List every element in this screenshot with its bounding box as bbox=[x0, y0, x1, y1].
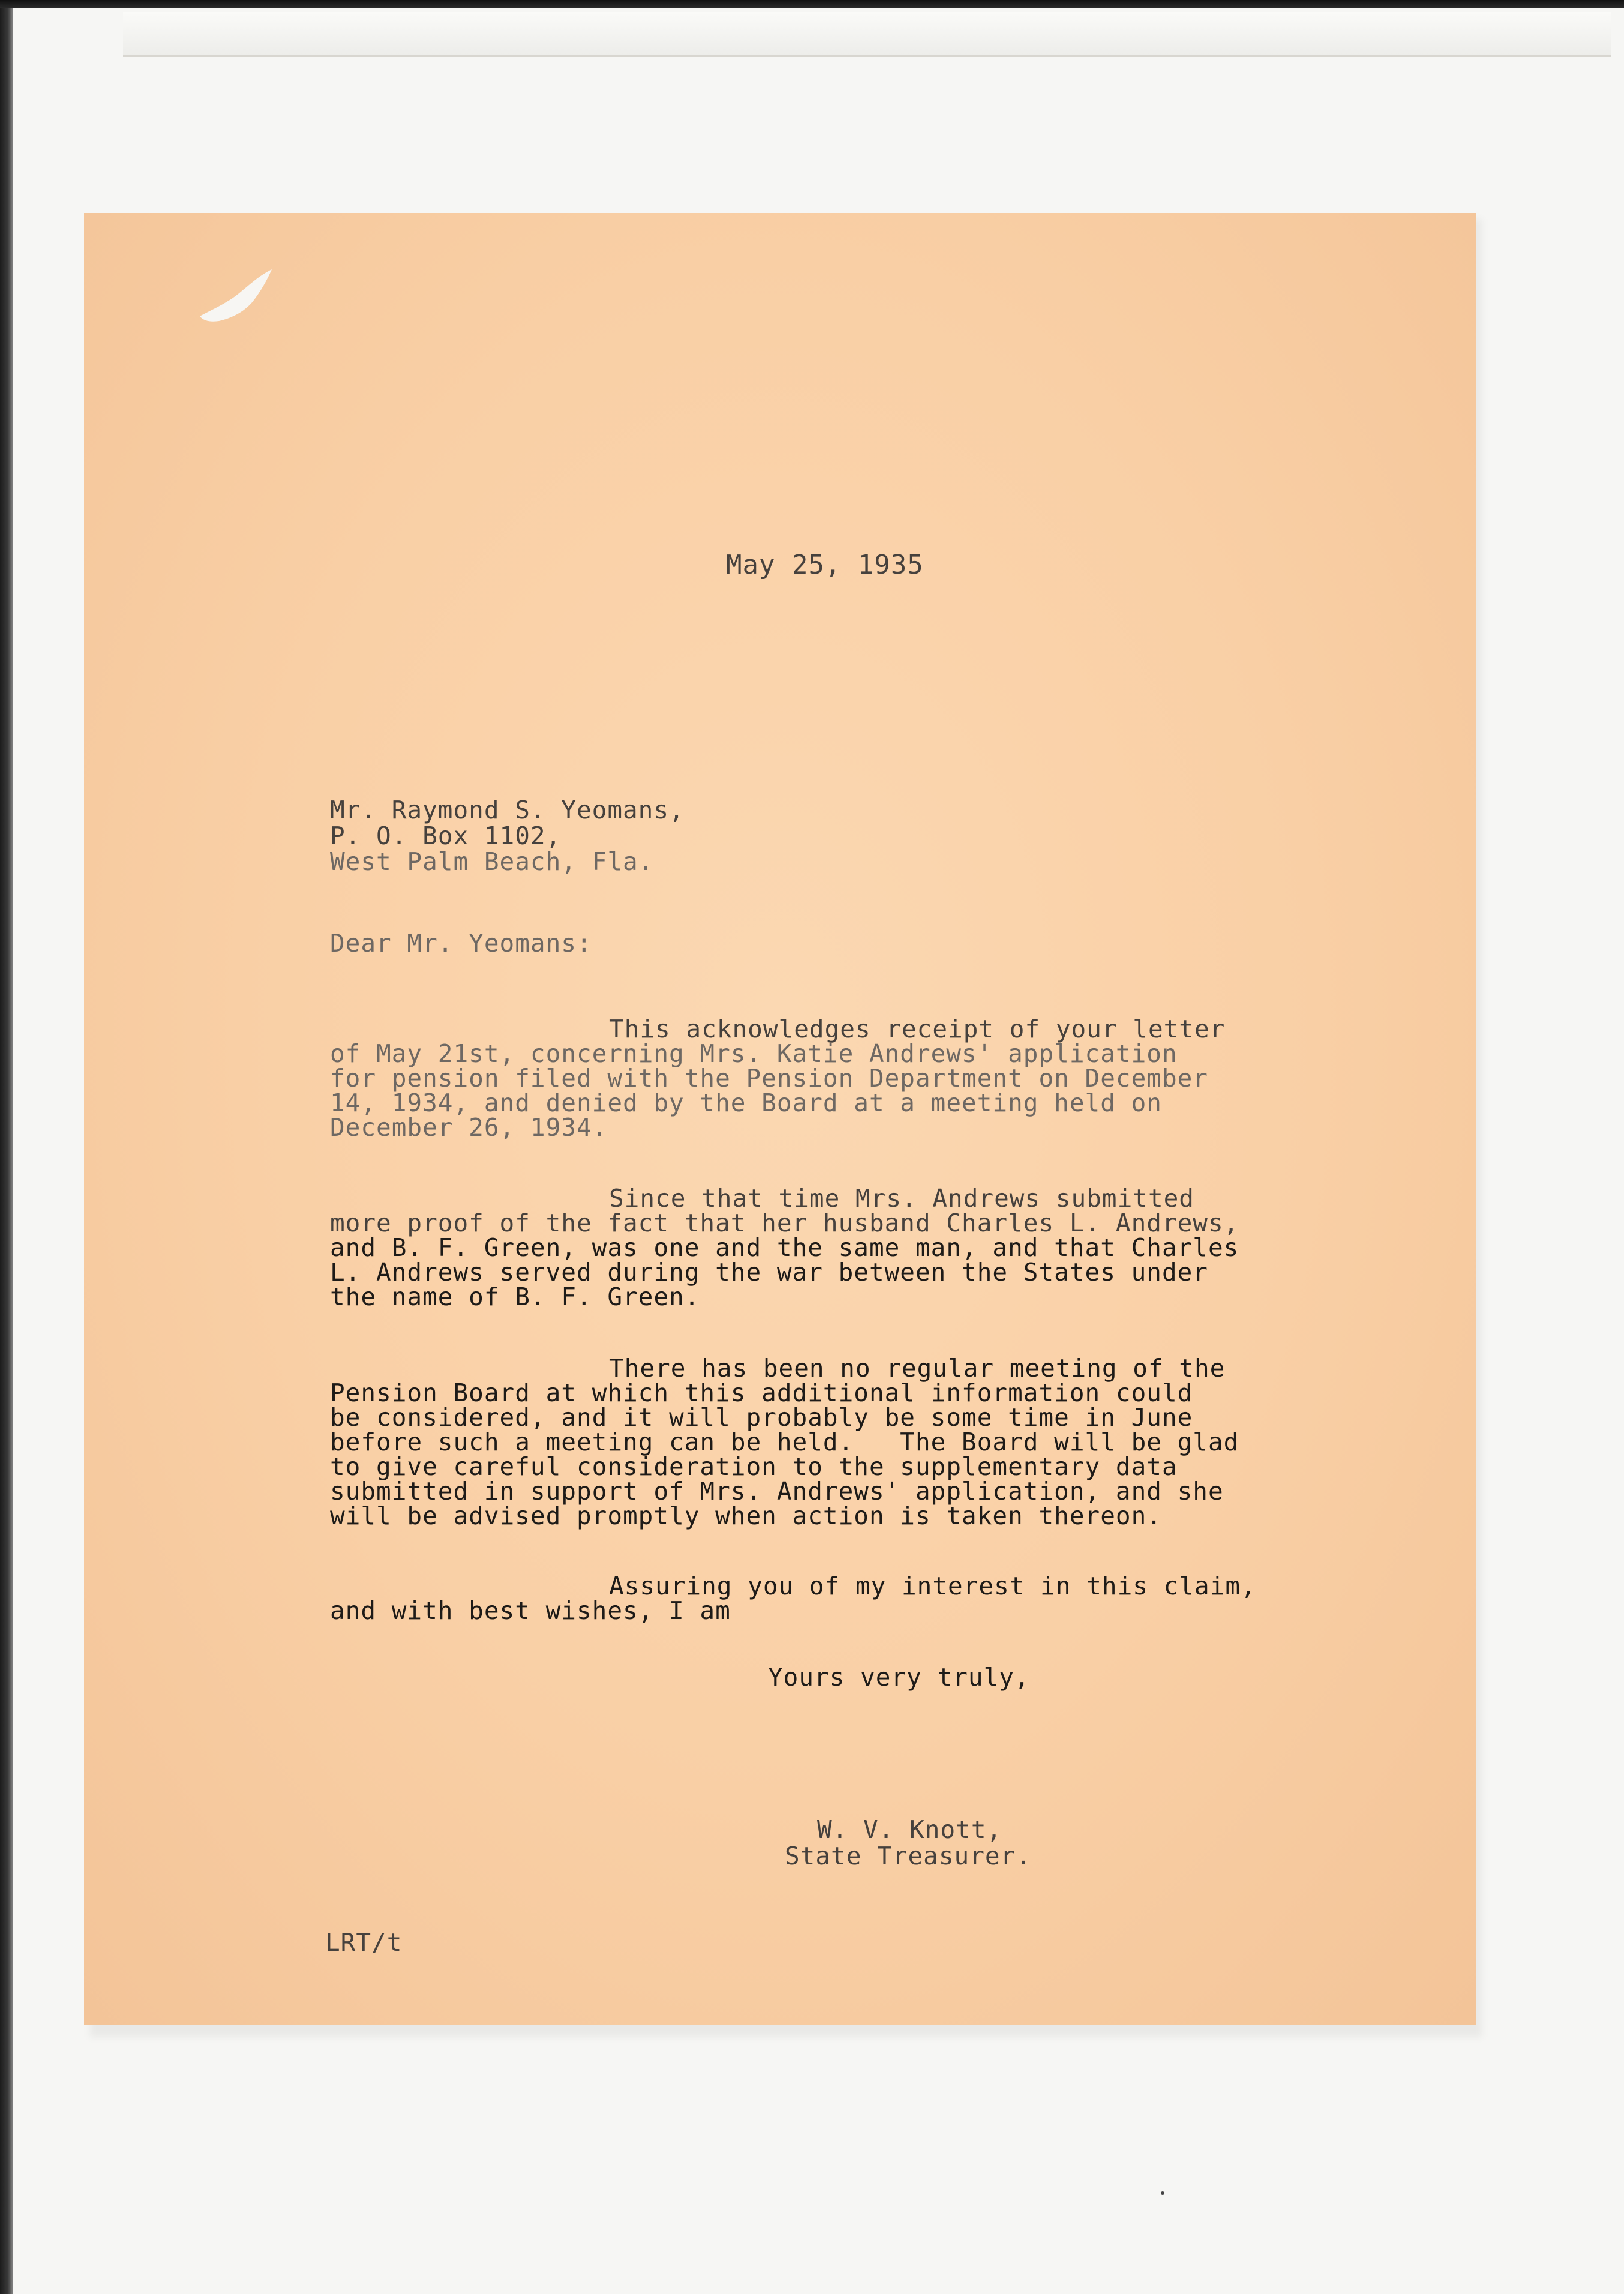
letter-page bbox=[84, 213, 1476, 2025]
body-line: Since that time Mrs. Andrews submitted bbox=[609, 1184, 1194, 1213]
body-line: 14, 1934, and denied by the Board at a meeting held on bbox=[330, 1088, 1162, 1117]
scanner-frame-left bbox=[0, 0, 13, 2294]
body-line: to give careful consideration to the supplementary data bbox=[330, 1452, 1178, 1481]
body-line: more proof of the fact that her husband Charles L. Andrews, bbox=[330, 1209, 1239, 1237]
body-line: of May 21st, concerning Mrs. Katie Andrews' application bbox=[330, 1039, 1178, 1068]
address-line: P. O. Box 1102, bbox=[330, 821, 562, 850]
scan-top-strip bbox=[123, 12, 1611, 57]
body-line: Assuring you of my interest in this claim, bbox=[609, 1572, 1256, 1600]
body-line: for pension filed with the Pension Department on December bbox=[330, 1064, 1208, 1093]
body-line: the name of B. F. Green. bbox=[330, 1282, 700, 1311]
body-line: and B. F. Green, was one and the same man, and that Charles bbox=[330, 1233, 1239, 1262]
body-line: L. Andrews served during the war between the States under bbox=[330, 1258, 1208, 1287]
body-line: be considered, and it will probably be some time in June bbox=[330, 1403, 1193, 1432]
body-line: There has been no regular meeting of the bbox=[609, 1354, 1226, 1383]
body-line: before such a meeting can be held. The Board will be glad bbox=[330, 1428, 1239, 1456]
body-line: Pension Board at which this additional information could bbox=[330, 1378, 1193, 1407]
signer-title: State Treasurer. bbox=[785, 1842, 1031, 1870]
signer-name: W. V. Knott, bbox=[817, 1815, 1002, 1844]
body-line: This acknowledges receipt of your letter bbox=[609, 1015, 1226, 1043]
scan-speck bbox=[1161, 2191, 1164, 2195]
letter-date: May 25, 1935 bbox=[726, 550, 924, 580]
body-line: and with best wishes, I am bbox=[330, 1596, 731, 1625]
body-line: December 26, 1934. bbox=[330, 1113, 608, 1142]
torn-corner-mark bbox=[195, 267, 276, 324]
address-line: West Palm Beach, Fla. bbox=[330, 847, 654, 876]
body-line: will be advised promptly when action is taken thereon. bbox=[330, 1501, 1162, 1530]
salutation: Dear Mr. Yeomans: bbox=[330, 929, 592, 958]
complimentary-closing: Yours very truly, bbox=[768, 1663, 1030, 1692]
body-line: submitted in support of Mrs. Andrews' application, and she bbox=[330, 1477, 1224, 1506]
address-line: Mr. Raymond S. Yeomans, bbox=[330, 796, 685, 824]
reference-initials: LRT/t bbox=[325, 1928, 403, 1957]
scanner-frame-top bbox=[0, 0, 1624, 8]
